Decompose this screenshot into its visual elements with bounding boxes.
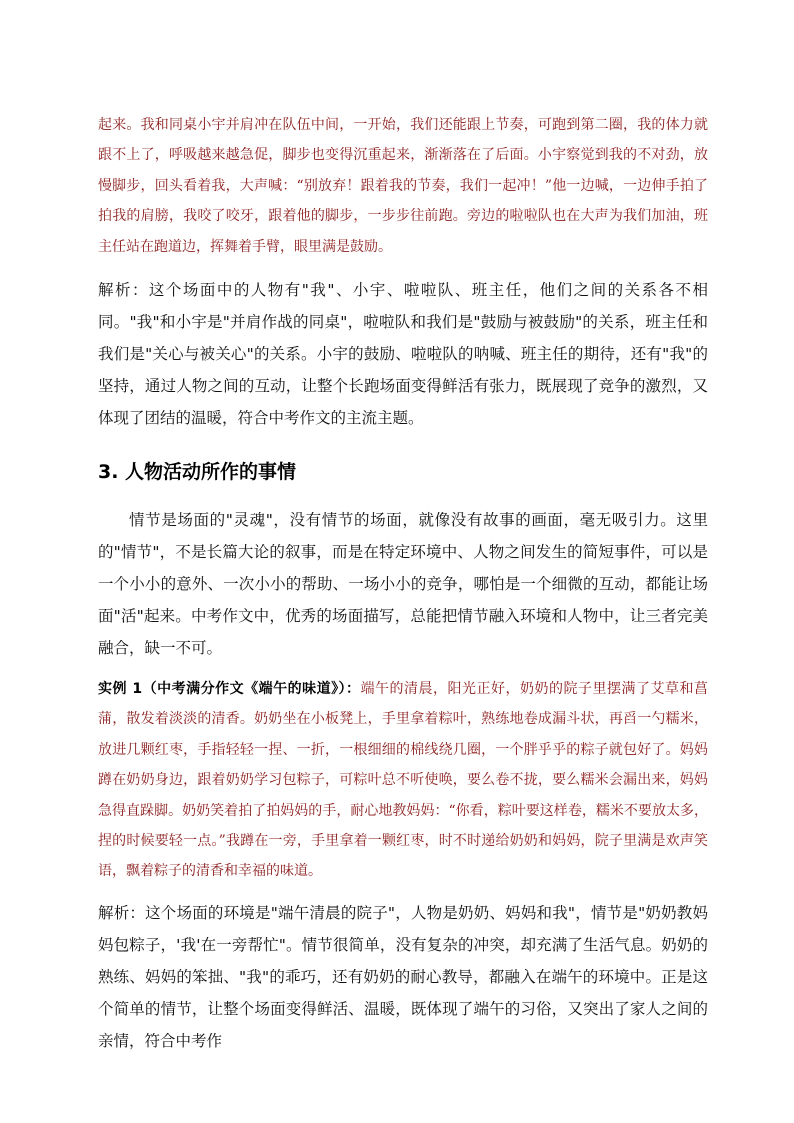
example-2 [98,674,708,887]
analysis-1: 解析：这个场面中的人物有"我"、小宇、啦啦队、班主任，他们之间的关系各不相同。"我"和小宇是"并肩作战的同桌"，啦啦队和我们是"鼓励与被鼓励"的关系，班主任和我们是"关心与被关心"的关系。小宇的鼓励、啦啦队的呐喊、班主任的期待，还有"我"的坚持，通过人物之间的互动，让整个长跑场面变得鲜活有张力，既展现了竞争的激烈，又体现了团结的温暖，符合中考作文的主流主题。 [98,281,708,428]
example-2-text: 端午的清晨，阳光正好，奶奶的院子里摆满了艾草和菖蒲，散发着淡淡的清香。奶奶坐在小板凳上，手里拿着粽叶，熟练地卷成漏斗状，再舀一勺糯米，放进几颗红枣，手指轻轻一捏、一折，一根细细的棉线绕几圈，一个胖乎乎的粽子就包好了。妈妈蹲在奶奶身边，跟着奶奶学习包粽子，可粽叶总不听使唤，要么卷不拢，要么糯米会漏出来，妈妈急得直跺脚。奶奶笑着拍了拍妈妈的手，耐心地教妈妈：“你看，粽叶要这样卷，糯米不要放太多，捏的时候要轻一点。”我蹲在一旁，手里拿着一颗红枣，时不时递给奶奶和妈妈，院子里满是欢声笑语，飘着粽子的清香和幸福的味道。 [98,681,708,880]
analysis-2: 解析：这个场面的环境是"端午清晨的院子"，人物是奶奶、妈妈和我"，情节是"奶奶教妈妈包粽子，'我'在一旁帮忙"。情节很简单，没有复杂的冲突，却充满了生活气息。奶奶的熟练、妈妈的笨拙、"我"的乖巧，还有奶奶的耐心教导，都融入在端午的环境中。正是这个简单的情节，让整个场面变得鲜活、温暖，既体现了端午的习俗，又突出了家人之间的亲情，符合中考作 [98,903,708,1050]
example-2-label: 实例 1（中考满分作文《端午的味道》）： [98,681,361,698]
example-1-continuation: 起来。我和同桌小宇并肩冲在队伍中间，一开始，我们还能跟上节奏，可跑到第二圈，我的体力就跟不上了，呼吸越来越急促，脚步也变得沉重起来，渐渐落在了后面。小宇察觉到我的不对劲，放慢脚步，回头看着我，大声喊：“别放弃！跟着我的节奏，我们一起冲！”他一边喊，一边伸手拍了拍我的肩膀，我咬了咬牙，跟着他的脚步，一步步往前跑。旁边的啦啦队也在大声为我们加油，班主任站在跑道边，挥舞着手臂，眼里满是鼓励。 [98,117,708,255]
section-3-intro: 情节是场面的"灵魂"，没有情节的场面，就像没有故事的画面，毫无吸引力。这里的"情节"，不是长篇大论的叙事，而是在特定环境中、人物之间发生的简短事件，可以是一个小小的意外、一次小小的帮助、一场小小的竞争，哪怕是一个细微的互动，都能让场面"活"起来。中考作文中，优秀的场面描写，总能把情节融入环境和人物中，让三者完美融合，缺一不可。 [98,511,708,658]
section-3-heading: 3. 人物活动所作的事情 [98,461,297,484]
